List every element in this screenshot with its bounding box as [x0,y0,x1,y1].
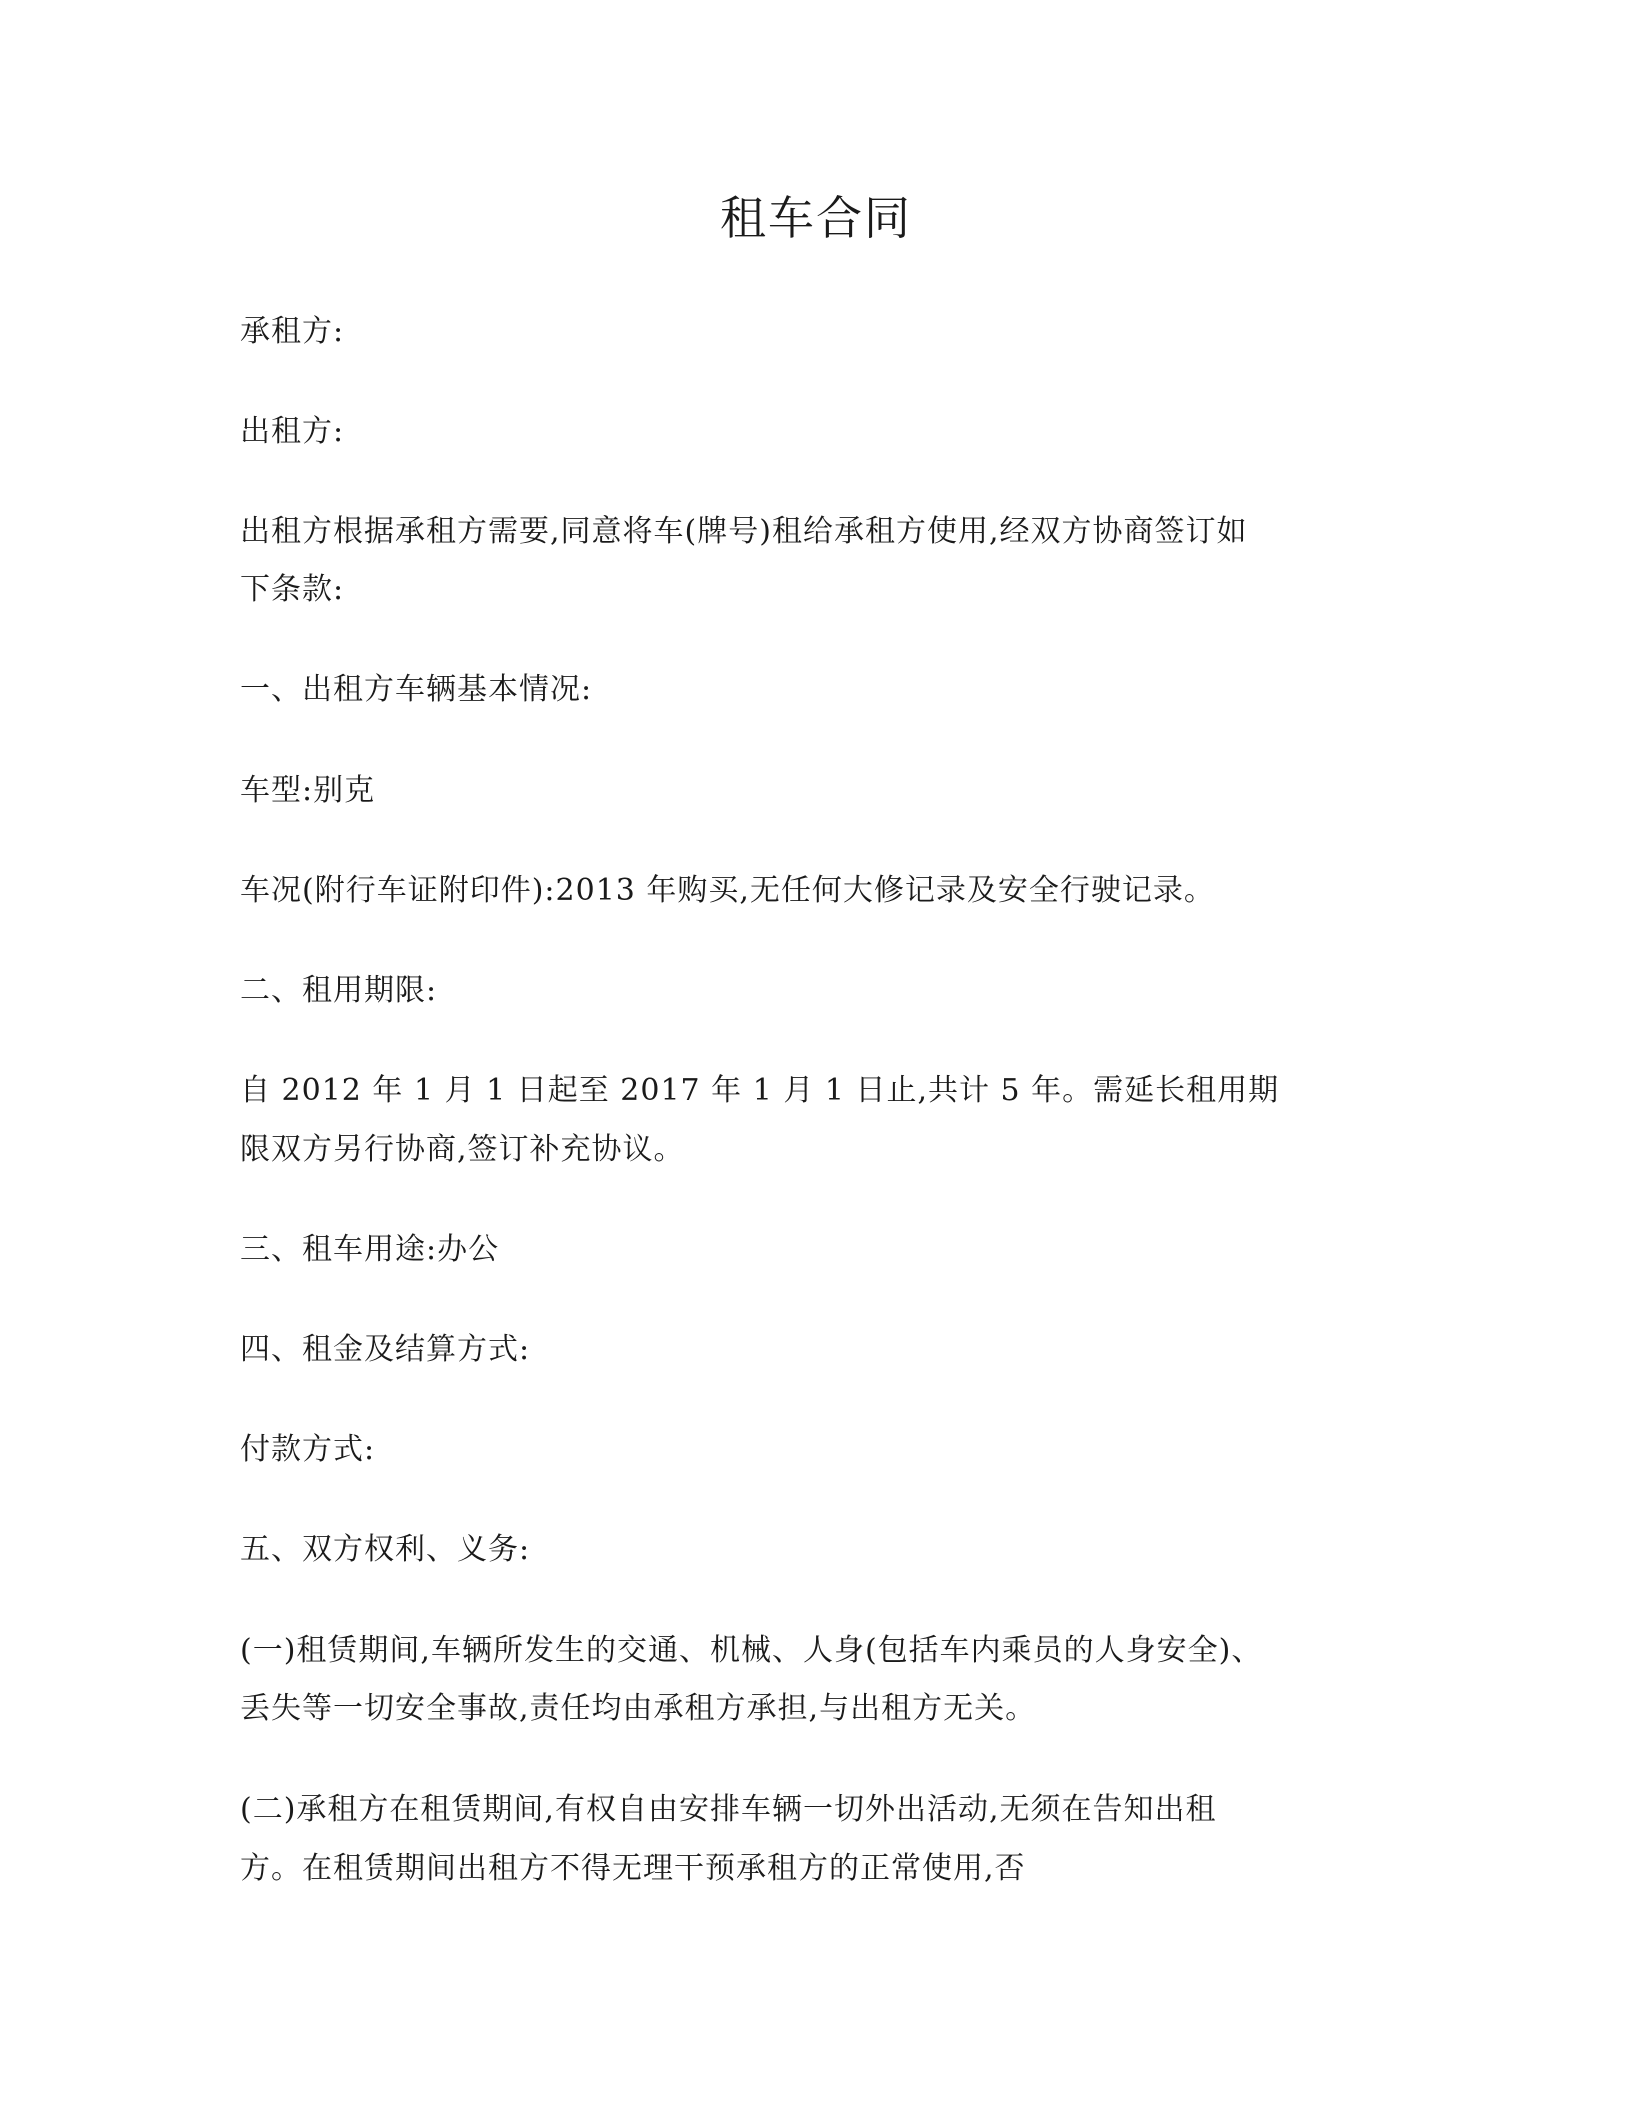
section-4-heading: 四、租金及结算方式: [240,1332,531,1367]
intro-line-1: 出租方根据承租方需要,同意将车(牌号)租给承租方使用,经双方协商签订如 [240,514,1248,549]
section-2-heading: 二、租用期限: [240,973,438,1008]
term-line-1: 自 2012 年 1 月 1 日起至 2017 年 1 月 1 日止,共计 5 年。需延长租用期 [240,1073,1280,1108]
section-5-heading: 五、双方权利、义务: [240,1532,531,1567]
section-3-heading: 三、租车用途:办公 [240,1232,500,1267]
car-model: 车型:别克 [240,773,376,808]
car-condition: 车况(附行车证附印件):2013 年购买,无任何大修记录及安全行驶记录。 [240,873,1215,908]
term-line-2: 限双方另行协商,签订补充协议。 [240,1132,685,1167]
lessor-label: 出租方: [240,414,345,449]
clause-1-line-2: 丢失等一切安全事故,责任均由承租方承担,与出租方无关。 [240,1691,1037,1726]
section-1-heading: 一、出租方车辆基本情况: [240,672,593,707]
clause-1-line-1: (一)租赁期间,车辆所发生的交通、机械、人身(包括车内乘员的人身安全)、 [240,1633,1263,1668]
lessee-label: 承租方: [240,314,345,349]
document-title: 租车合同 [720,191,912,245]
clause-2-line-2: 方。在租赁期间出租方不得无理干预承租方的正常使用,否 [240,1851,1026,1886]
clause-2-line-1: (二)承租方在租赁期间,有权自由安排车辆一切外出活动,无须在告知出租 [240,1792,1217,1827]
payment-method: 付款方式: [240,1432,376,1467]
intro-line-2: 下条款: [240,572,345,607]
